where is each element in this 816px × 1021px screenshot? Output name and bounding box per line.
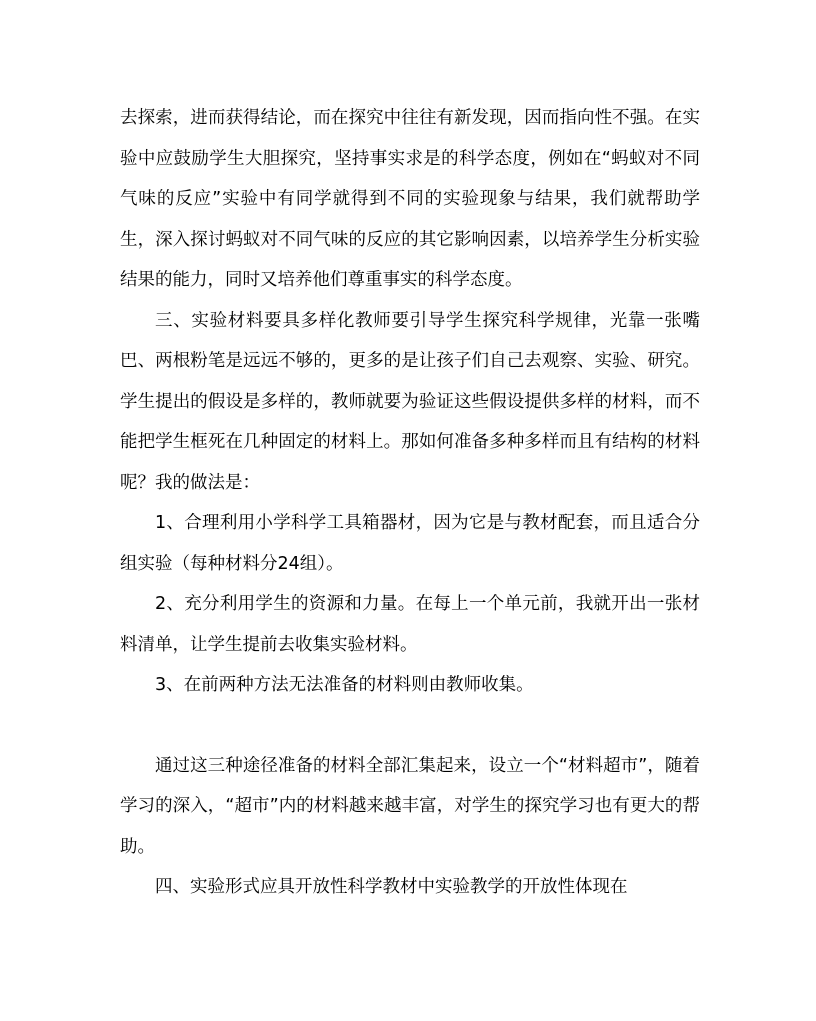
paragraph-section-four: 四、实验形式应具开放性科学教材中实验教学的开放性体现在 (155, 877, 628, 897)
paragraph-item-1: 1、合理利用小学科学工具箱器材，因为它是与教材配套，而且适合分组实验（每种材料分24组）。 (120, 513, 700, 574)
paragraph-item-2: 2、充分利用学生的资源和力量。在每上一个单元前，我就开出一张材料清单，让学生提前去收集实验材料。 (120, 594, 700, 655)
paragraph-summary: 通过这三种途径准备的材料全部汇集起来，设立一个“材料超市”，随着学习的深入，“超市”内的材料越来越丰富，对学生的探究学习也有更大的帮助。 (120, 755, 700, 857)
document-body (120, 98, 700, 908)
paragraph-section-three: 三、实验材料要具多样化教师要引导学生探究科学规律，光靠一张嘴巴、两根粉笔是远远不够的，更多的是让孩子们自己去观察、实验、研究。学生提出的假设是多样的，教师就要为验证这些假设提供多样的材料，而不能把学生框死在几种固定的材料上。那如何准备多种多样而且有结构的材料呢？我的做法是： (120, 310, 700, 493)
paragraph-item-3: 3、在前两种方法无法准备的材料则由教师收集。 (155, 675, 534, 695)
paragraph-continuation: 去探索，进而获得结论，而在探究中往往有新发现，因而指向性不强。在实验中应鼓励学生大胆探究，坚持事实求是的科学态度，例如在“蚂蚁对不同气味的反应”实验中有同学就得到不同的实验现象与结果，我们就帮助学生，深入探讨蚂蚁对不同气味的反应的其它影响因素，以培养学生分析实验结果的能力，同时又培养他们尊重事实的科学态度。 (120, 108, 700, 290)
